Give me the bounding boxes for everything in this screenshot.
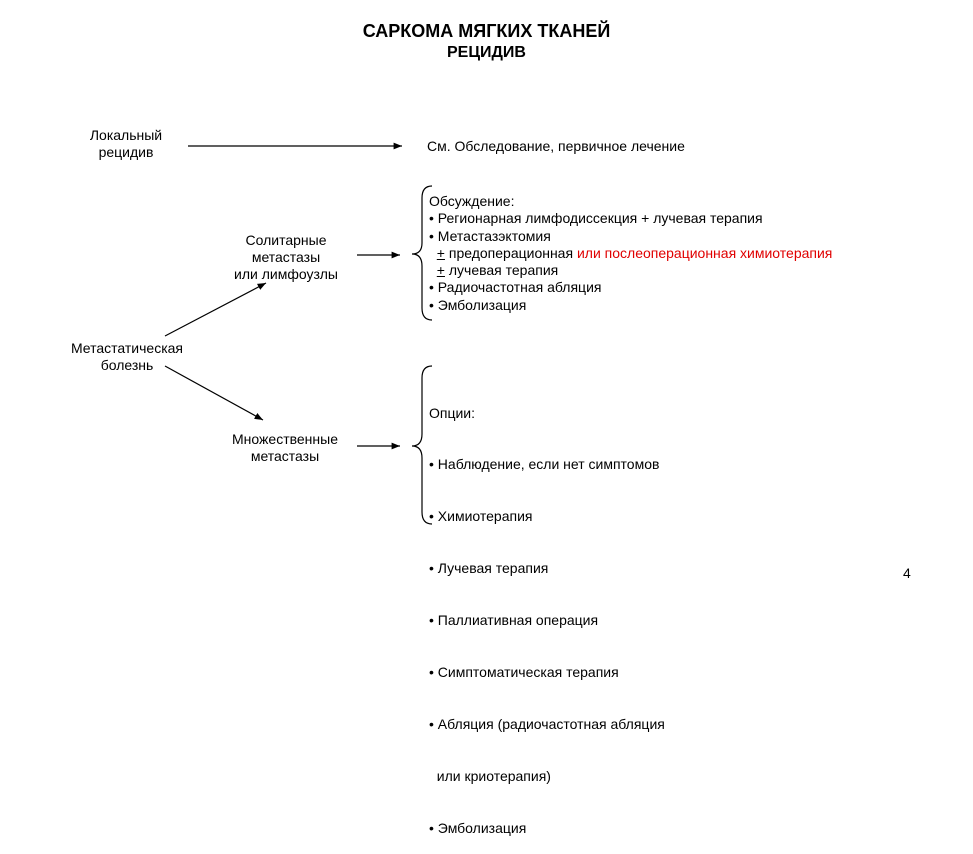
node-metastatic-line: болезнь bbox=[100, 357, 154, 373]
node-multiple-line: метастазы bbox=[250, 448, 320, 464]
multiple-item: • Симптоматическая терапия bbox=[429, 664, 619, 681]
solitary-item: • Радиочастотная абляция bbox=[429, 279, 602, 296]
solitary-item: • Метастазэктомия bbox=[429, 227, 551, 244]
node-solitary-line: или лимфоузлы bbox=[234, 266, 338, 282]
multiple-item: • Химиотерапия bbox=[429, 508, 533, 525]
solitary-item-chemo bbox=[429, 245, 832, 262]
arrow-metastatic-to-solitary bbox=[165, 283, 266, 336]
multiple-item: • Эмболизация bbox=[429, 819, 527, 836]
solitary-heading: Обсуждение: bbox=[429, 193, 515, 209]
node-multiple-metastases bbox=[212, 431, 358, 465]
arrow-metastatic-to-multiple bbox=[165, 366, 263, 420]
multiple-item: • Паллиативная операция bbox=[429, 612, 599, 629]
multiple-item: • Абляция (радиочастотная абляция bbox=[429, 715, 665, 732]
node-metastatic-disease bbox=[52, 340, 202, 374]
node-local-recurrence bbox=[66, 127, 186, 161]
multiple-heading: Опции: bbox=[429, 404, 476, 421]
page-number: 4 bbox=[903, 565, 911, 581]
local-target-text: См. Обследование, первичное лечение bbox=[427, 138, 685, 154]
node-metastatic-line: Метастатическая bbox=[70, 340, 184, 356]
node-solitary-metastases bbox=[213, 232, 359, 283]
node-local-line: Локальный bbox=[89, 127, 163, 143]
multiple-options-block bbox=[429, 370, 665, 854]
node-multiple-line: Множественные bbox=[232, 431, 338, 447]
multiple-item: или криотерапия) bbox=[429, 767, 551, 784]
plus-minus-sign: + bbox=[436, 262, 445, 279]
postop-chemo-text: или послеоперационная химиотерапия bbox=[576, 244, 833, 261]
page-subtitle: РЕЦИДИВ bbox=[447, 44, 526, 61]
solitary-item-radiation bbox=[429, 262, 832, 279]
node-local-line: рецидив bbox=[98, 144, 154, 160]
page-title: САРКОМА МЯГКИХ ТКАНЕЙ bbox=[362, 21, 611, 41]
node-solitary-line: метастазы bbox=[251, 249, 321, 265]
solitary-item: • Эмболизация bbox=[429, 296, 527, 313]
node-solitary-line: Солитарные bbox=[245, 232, 327, 248]
solitary-item: • Регионарная лимфодиссекция + лучевая терапия bbox=[429, 210, 763, 227]
solitary-options-block bbox=[429, 193, 832, 314]
radiation-text: лучевая терапия bbox=[444, 262, 559, 279]
plus-minus-sign: + bbox=[436, 244, 445, 261]
preop-text: предоперационная bbox=[444, 244, 577, 261]
multiple-item: • Наблюдение, если нет симптомов bbox=[429, 456, 660, 473]
multiple-item: • Лучевая терапия bbox=[429, 560, 549, 577]
